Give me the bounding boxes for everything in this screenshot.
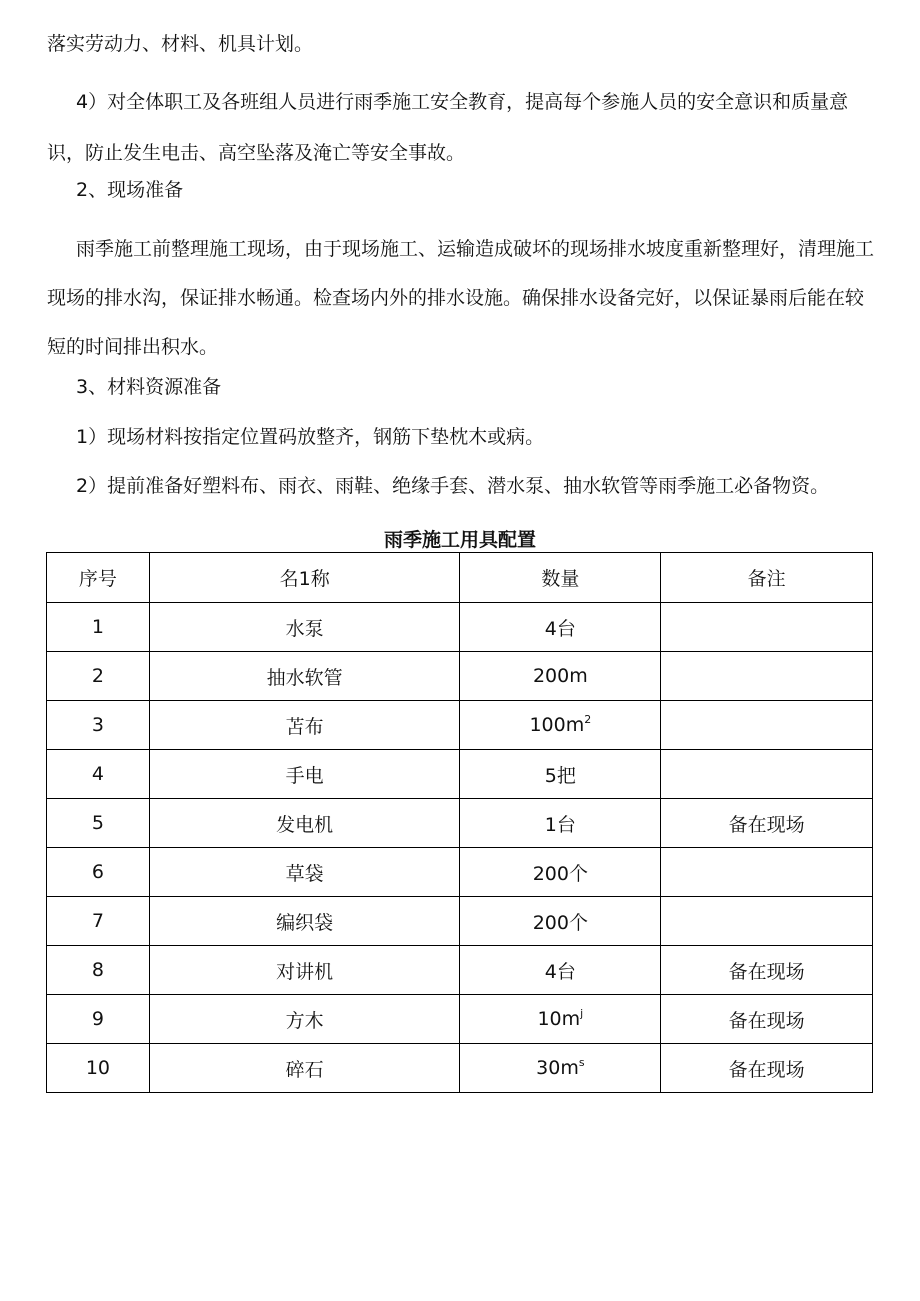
cell-name: 水泵 bbox=[149, 603, 460, 652]
cell-note: 备在现场 bbox=[661, 1044, 873, 1093]
cell-no: 8 bbox=[47, 946, 150, 995]
header-qty: 数量 bbox=[460, 553, 661, 603]
paragraph-item-2: 2）提前准备好塑料布、雨衣、雨鞋、绝缘手套、潜水泵、抽水软管等雨季施工必备物资。 bbox=[76, 475, 830, 497]
table-row bbox=[47, 897, 873, 946]
header-note: 备注 bbox=[661, 553, 873, 603]
cell-no: 2 bbox=[47, 652, 150, 701]
cell-note: 备在现场 bbox=[661, 995, 873, 1044]
cell-qty: $100m^2$ bbox=[460, 701, 661, 750]
cell-no: 7 bbox=[47, 897, 150, 946]
cell-note: 备在现场 bbox=[661, 799, 873, 848]
cell-qty: 4台 bbox=[460, 946, 661, 995]
cell-note bbox=[661, 652, 873, 701]
unit-superscript: 2 bbox=[584, 713, 592, 726]
paragraph-item-4: 4）对全体职工及各班组人员进行雨季施工安全教育，提高每个参施人员的安全意识和质量意识，防止发生电击、高空坠落及淹亡等安全事故。 bbox=[47, 91, 849, 164]
cell-qty: 1台 bbox=[460, 799, 661, 848]
equipment-table bbox=[46, 552, 873, 1093]
cell-name: 苫布 bbox=[149, 701, 460, 750]
table-title: 雨季施工用具配置 bbox=[383, 529, 536, 551]
header-name: 名1称 bbox=[149, 553, 460, 603]
cell-no: 1 bbox=[47, 603, 150, 652]
cell-qty: 5把 bbox=[460, 750, 661, 799]
table-row bbox=[47, 995, 873, 1044]
cell-qty: 200个 bbox=[460, 848, 661, 897]
table-row bbox=[47, 848, 873, 897]
cell-qty: 4台 bbox=[460, 603, 661, 652]
table-row bbox=[47, 799, 873, 848]
cell-name: 发电机 bbox=[149, 799, 460, 848]
table-row bbox=[47, 603, 873, 652]
header-no: 序号 bbox=[47, 553, 150, 603]
cell-name: 手电 bbox=[149, 750, 460, 799]
paragraph-site-prep: 雨季施工前整理施工现场，由于现场施工、运输造成破坏的现场排水坡度重新整理好，清理施工现场的排水沟，保证排水畅通。检查场内外的排水设施。确保排水设备完好，以保证暴雨后能在较短的时间排出积水。 bbox=[47, 238, 875, 358]
cell-name: 编织袋 bbox=[149, 897, 460, 946]
paragraph-item-1: 1）现场材料按指定位置码放整齐，钢筋下垫枕木或病。 bbox=[76, 426, 545, 448]
cell-qty: $10m^j$ bbox=[460, 995, 661, 1044]
cell-qty: 200m bbox=[460, 652, 661, 701]
cell-name: 方木 bbox=[149, 995, 460, 1044]
section-heading-3: 3、材料资源准备 bbox=[76, 376, 222, 398]
table-row bbox=[47, 750, 873, 799]
cell-qty: $30m^s$ bbox=[460, 1044, 661, 1093]
cell-note: 备在现场 bbox=[661, 946, 873, 995]
table-row bbox=[47, 701, 873, 750]
cell-name: 对讲机 bbox=[149, 946, 460, 995]
cell-no: 9 bbox=[47, 995, 150, 1044]
cell-note bbox=[661, 603, 873, 652]
cell-no: 5 bbox=[47, 799, 150, 848]
cell-no: 6 bbox=[47, 848, 150, 897]
unit-superscript: j bbox=[580, 1007, 584, 1020]
cell-name: 草袋 bbox=[149, 848, 460, 897]
cell-note bbox=[661, 897, 873, 946]
table-row bbox=[47, 652, 873, 701]
cell-no: 4 bbox=[47, 750, 150, 799]
cell-note bbox=[661, 701, 873, 750]
cell-qty: 200个 bbox=[460, 897, 661, 946]
unit-superscript: s bbox=[578, 1056, 585, 1069]
cell-no: 10 bbox=[47, 1044, 150, 1093]
cell-no: 3 bbox=[47, 701, 150, 750]
cell-note bbox=[661, 848, 873, 897]
cell-name: 抽水软管 bbox=[149, 652, 460, 701]
table-header-row bbox=[47, 553, 873, 603]
table-row bbox=[47, 1044, 873, 1093]
table-row bbox=[47, 946, 873, 995]
section-heading-2: 2、现场准备 bbox=[76, 179, 184, 201]
cell-name: 碎石 bbox=[149, 1044, 460, 1093]
cell-note bbox=[661, 750, 873, 799]
paragraph-continuation: 落实劳动力、材料、机具计划。 bbox=[47, 33, 314, 55]
